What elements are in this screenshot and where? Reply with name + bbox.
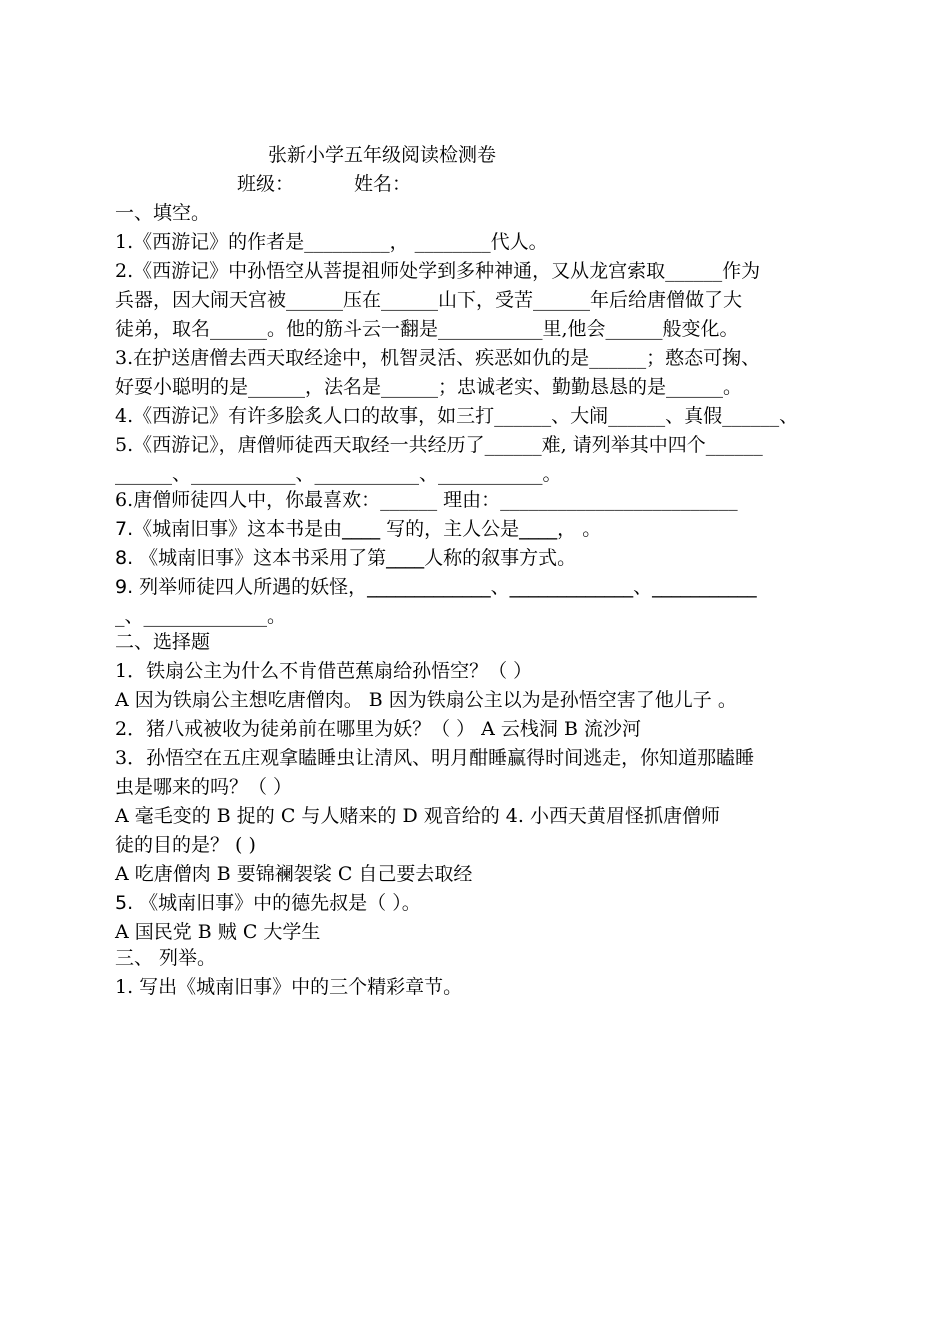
class-name-line — [237, 170, 411, 199]
question-line: 5.《西游记》，唐僧师徒西天取经一共经历了______难, 请列举其中四个______ — [115, 434, 763, 456]
question-line: 4.《西游记》有许多脍炙人口的故事，如三打______、大闹______、真假______、 — [115, 405, 799, 427]
class-label: 班级： — [237, 173, 295, 195]
question-line: 好耍小聪明的是______，法名是______；忠诚老实、勤勤恳恳的是______。 — [115, 376, 743, 398]
question-line: 1.《西游记》的作者是_________， ________代人。 — [115, 231, 548, 253]
question-line: 8. 《城南旧事》这本书采用了第____人称的叙事方式。 — [115, 547, 577, 569]
question-line: 1. 写出《城南旧事》中的三个精彩章节。 — [115, 976, 463, 998]
question-line: 虫是哪来的吗？（ ） — [115, 776, 293, 798]
question-line: 徒弟，取名______。他的筋斗云一翻是___________里,他会______般变化。 — [115, 318, 739, 340]
question-line: 7.《城南旧事》这本书是由____ 写的，主人公是____， 。 — [115, 518, 602, 540]
section-fill-blank-heading: 一、填空。 — [115, 202, 211, 224]
question-line: 徒的目的是？ ( ) — [115, 834, 256, 856]
question-line: 3．孙悟空在五庄观拿瞌睡虫让清风、明月酣睡赢得时间逃走，你知道那瞌睡 — [115, 747, 755, 769]
answer-options-line: A 国民党 B 贼 C 大学生 — [115, 921, 321, 943]
name-label: 姓名： — [354, 173, 412, 195]
question-line: 5. 《城南旧事》中的德先叔是（ ）。 — [115, 892, 421, 914]
answer-options-line: A 毫毛变的 B 捉的 C 与人赌来的 D 观音给的 4. 小西天黄眉怪抓唐僧师 — [115, 805, 720, 827]
question-line: 2.《西游记》中孙悟空从菩提祖师处学到多种神通，又从龙宫索取______作为 — [115, 260, 761, 282]
question-line: 6.唐僧师徒四人中，你最喜欢：______ 理由：_________________________ — [115, 489, 738, 511]
question-line: ______、___________、___________、___________。 — [115, 463, 562, 485]
question-line: _、_____________。 — [115, 605, 287, 627]
answer-options-line: A 吃唐僧肉 B 要锦襕袈裟 C 自己要去取经 — [115, 863, 473, 885]
section-list-heading: 三、 列举。 — [115, 947, 217, 969]
answer-options-line: A 因为铁扇公主想吃唐僧肉。 B 因为铁扇公主以为是孙悟空害了他儿子 。 — [115, 689, 737, 711]
question-line: 兵器，因大闹天宫被______压在______山下，受苦______年后给唐僧做了大 — [115, 289, 743, 311]
page-title: 张新小学五年级阅读检测卷 — [268, 144, 497, 166]
section-choice-heading: 二、选择题 — [115, 631, 211, 653]
question-line: 2．猪八戒被收为徒弟前在哪里为妖？（ ） A 云栈洞 B 流沙河 — [115, 718, 641, 740]
question-line: 1．铁扇公主为什么不肯借芭蕉扇给孙悟空？（ ） — [115, 660, 533, 682]
question-line: 3.在护送唐僧去西天取经途中，机智灵活、疾恶如仇的是______；憨态可掬、 — [115, 347, 761, 369]
question-line: 9. 列举师徒四人所遇的妖怪，_____________、_____________、___________ — [115, 576, 757, 598]
